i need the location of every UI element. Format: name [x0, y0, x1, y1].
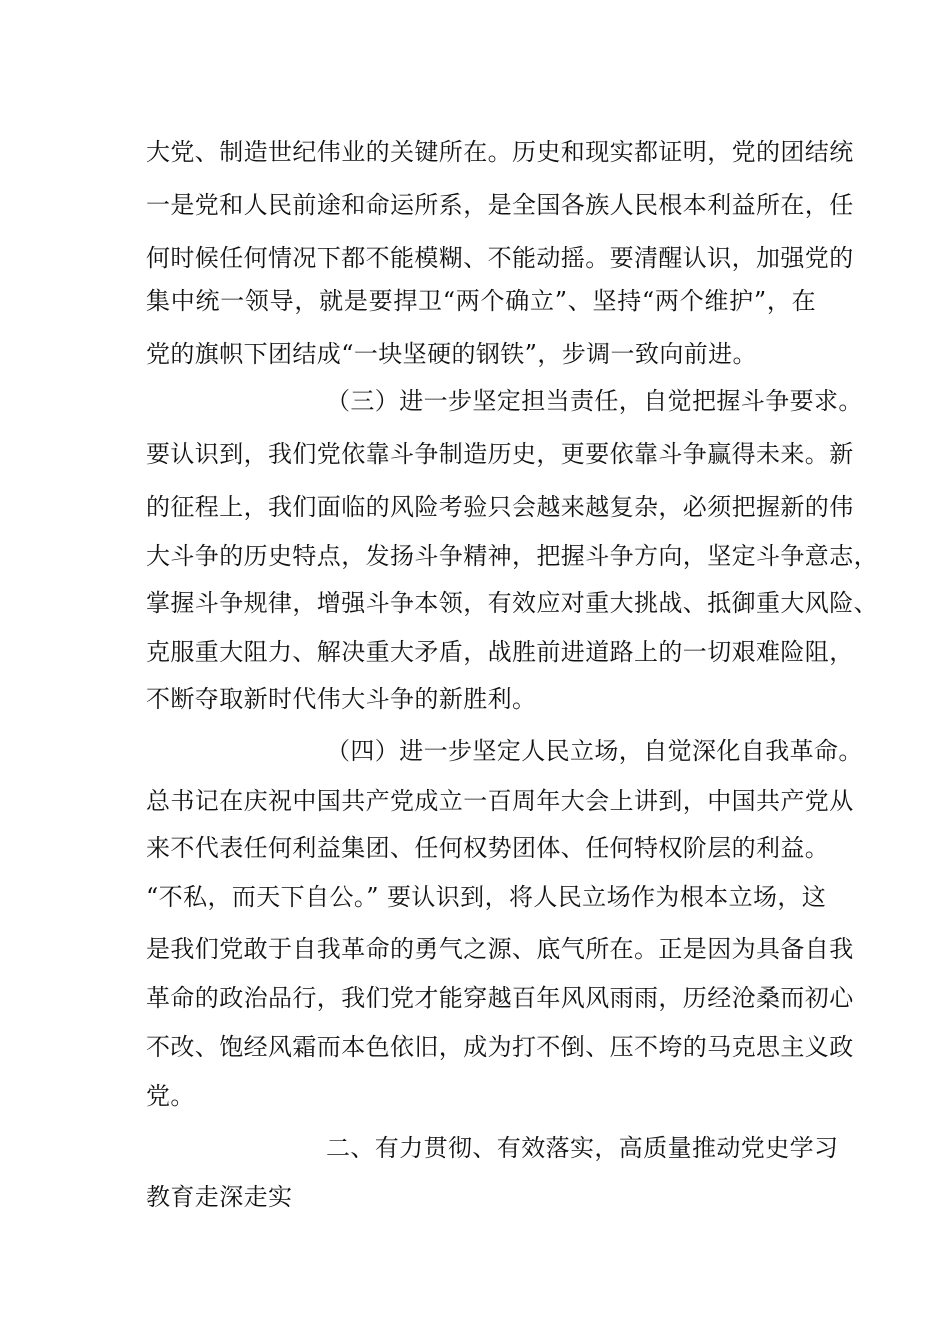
- body-text-line: 不改、饱经风霜而本色依旧，成为打不倒、压不垮的马克思主义政: [146, 1033, 854, 1061]
- section-heading-continued: 教育走深走实: [146, 1183, 293, 1211]
- body-text-line: 革命的政治品行，我们党才能穿越百年风风雨雨，历经沧桑而初心: [146, 984, 854, 1012]
- body-text-line: 党的旗帜下团结成“一块坚硬的钢铁”，步调一致向前进。: [146, 340, 757, 368]
- body-text-line: 总书记在庆祝中国共产党成立一百周年大会上讲到，中国共产党从: [146, 787, 854, 815]
- body-text-line: 克服重大阻力、解决重大矛盾，战胜前进道路上的一切艰难险阻，: [146, 638, 854, 666]
- section-heading: 二、有力贯彻、有效落实，高质量推动党史学习: [326, 1134, 839, 1162]
- body-text-line: 大斗争的历史特点，发扬斗争精神，把握斗争方向，坚定斗争意志，: [146, 542, 878, 570]
- body-text-line: 来不代表任何利益集团、任何权势团体、任何特权阶层的利益。: [146, 834, 830, 862]
- body-text-line: 大党、制造世纪伟业的关键所在。历史和现实都证明，党的团结统: [146, 138, 854, 166]
- subheading-three: （三）进一步坚定担当责任，自觉把握斗争要求。: [326, 387, 863, 415]
- body-text-line: 的征程上，我们面临的风险考验只会越来越复杂，必须把握新的伟: [146, 493, 854, 521]
- body-text-line: “不私，而天下自公。” 要认识到，将人民立场作为根本立场，这: [146, 883, 827, 911]
- body-text-line: 是我们党敢于自我革命的勇气之源、底气所在。正是因为具备自我: [146, 935, 854, 963]
- body-text-line: 要认识到，我们党依靠斗争制造历史，更要依靠斗争赢得未来。新: [146, 440, 854, 468]
- body-text-line: 党。: [146, 1082, 195, 1110]
- body-text-line: 掌握斗争规律，增强斗争本领，有效应对重大挑战、抵御重大风险、: [146, 589, 878, 617]
- body-text-line: 不断夺取新时代伟大斗争的新胜利。: [146, 685, 537, 713]
- body-text-line: 集中统一领导，就是要捍卫“两个确立”、坚持“两个维护”，在: [146, 287, 816, 315]
- subheading-four: （四）进一步坚定人民立场，自觉深化自我革命。: [326, 737, 863, 765]
- body-text-line: 一是党和人民前途和命运所系，是全国各族人民根本利益所在，任: [146, 191, 854, 219]
- body-text-line: 何时候任何情况下都不能模糊、不能动摇。要清醒认识，加强党的: [146, 244, 854, 272]
